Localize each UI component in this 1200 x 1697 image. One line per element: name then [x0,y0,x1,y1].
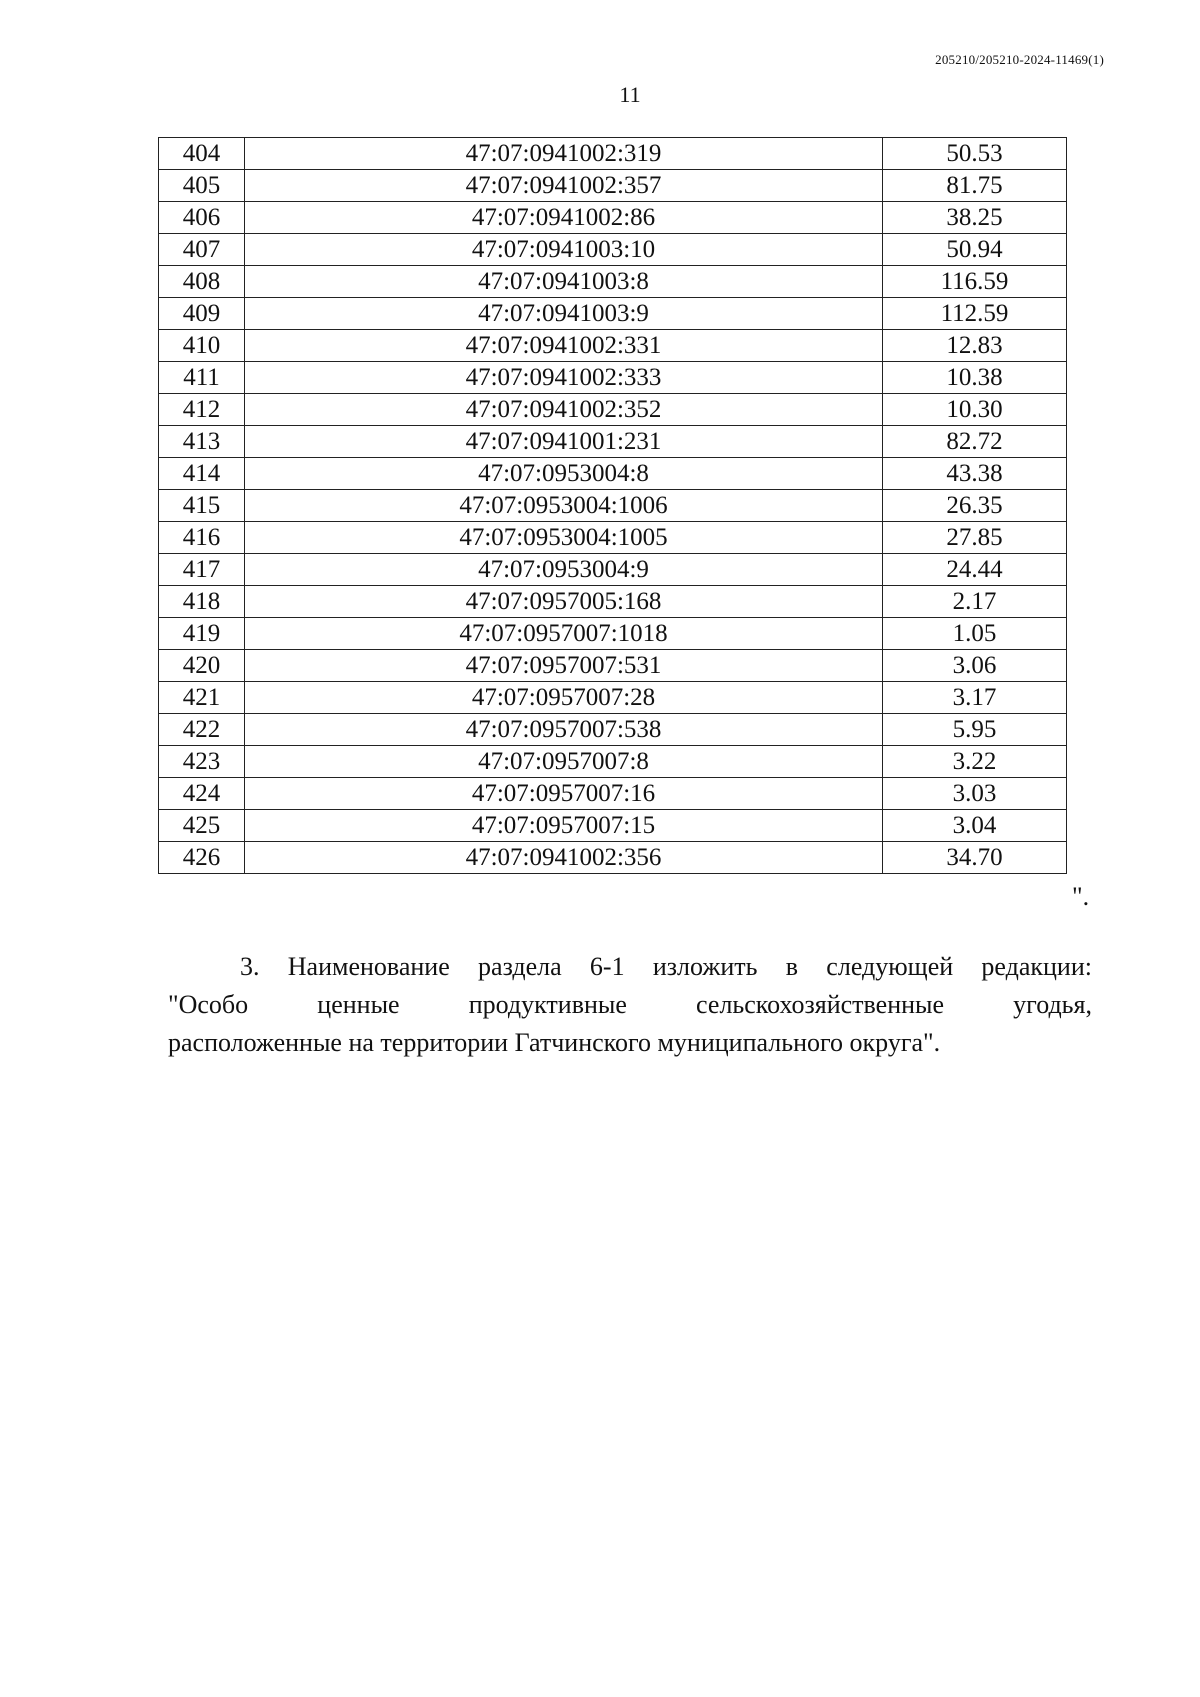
row-number-cell: 405 [159,170,245,202]
cadastral-number-cell: 47:07:0957007:1018 [245,618,883,650]
area-cell: 116.59 [883,266,1067,298]
cadastral-number-cell: 47:07:0953004:9 [245,554,883,586]
table-row [159,170,1067,202]
cadastral-number-cell: 47:07:0941002:333 [245,362,883,394]
cadastral-number-cell: 47:07:0941002:356 [245,842,883,874]
area-cell: 34.70 [883,842,1067,874]
area-cell: 10.38 [883,362,1067,394]
row-number-cell: 426 [159,842,245,874]
table-row [159,810,1067,842]
land-plots-table-container [158,137,1067,874]
cadastral-number-cell: 47:07:0953004:8 [245,458,883,490]
row-number-cell: 408 [159,266,245,298]
table-row [159,618,1067,650]
row-number-cell: 411 [159,362,245,394]
area-cell: 24.44 [883,554,1067,586]
row-number-cell: 424 [159,778,245,810]
table-row [159,234,1067,266]
row-number-cell: 413 [159,426,245,458]
document-code: 205210/205210-2024-11469(1) [935,52,1104,67]
cadastral-number-cell: 47:07:0957007:538 [245,714,883,746]
paragraph-line: "Особо ценные продуктивные сельскохозяйственные угодья, [168,990,1092,1019]
area-cell: 5.95 [883,714,1067,746]
table-row [159,426,1067,458]
area-cell: 1.05 [883,618,1067,650]
row-number-cell: 416 [159,522,245,554]
row-number-cell: 417 [159,554,245,586]
paragraph-line: 3. Наименование раздела 6-1 изложить в следующей редакции: [240,952,1092,981]
table-body [159,138,1067,874]
cadastral-number-cell: 47:07:0953004:1005 [245,522,883,554]
cadastral-number-cell: 47:07:0941003:10 [245,234,883,266]
table-row [159,394,1067,426]
table-row [159,330,1067,362]
row-number-cell: 415 [159,490,245,522]
row-number-cell: 407 [159,234,245,266]
area-cell: 2.17 [883,586,1067,618]
row-number-cell: 406 [159,202,245,234]
row-number-cell: 420 [159,650,245,682]
area-cell: 3.22 [883,746,1067,778]
cadastral-number-cell: 47:07:0957007:531 [245,650,883,682]
cadastral-number-cell: 47:07:0941003:8 [245,266,883,298]
table-row [159,714,1067,746]
area-cell: 82.72 [883,426,1067,458]
cadastral-number-cell: 47:07:0957005:168 [245,586,883,618]
cadastral-number-cell: 47:07:0941002:319 [245,138,883,170]
area-cell: 3.03 [883,778,1067,810]
table-row [159,298,1067,330]
area-cell: 3.04 [883,810,1067,842]
row-number-cell: 423 [159,746,245,778]
area-cell: 10.30 [883,394,1067,426]
table-row [159,490,1067,522]
row-number-cell: 419 [159,618,245,650]
row-number-cell: 421 [159,682,245,714]
table-row [159,682,1067,714]
table-row [159,842,1067,874]
area-cell: 3.06 [883,650,1067,682]
cadastral-number-cell: 47:07:0957007:16 [245,778,883,810]
area-cell: 3.17 [883,682,1067,714]
page-number: 11 [619,82,641,107]
row-number-cell: 422 [159,714,245,746]
closing-quote: ". [1072,882,1090,911]
area-cell: 27.85 [883,522,1067,554]
row-number-cell: 410 [159,330,245,362]
table-row [159,138,1067,170]
area-cell: 12.83 [883,330,1067,362]
table-row [159,554,1067,586]
cadastral-number-cell: 47:07:0957007:8 [245,746,883,778]
cadastral-number-cell: 47:07:0957007:15 [245,810,883,842]
paragraph-line: расположенные на территории Гатчинского муниципального округа". [168,1028,941,1057]
row-number-cell: 404 [159,138,245,170]
table-row [159,650,1067,682]
cadastral-number-cell: 47:07:0941002:331 [245,330,883,362]
table-row [159,362,1067,394]
area-cell: 43.38 [883,458,1067,490]
table-row [159,266,1067,298]
cadastral-number-cell: 47:07:0941002:357 [245,170,883,202]
cadastral-number-cell: 47:07:0953004:1006 [245,490,883,522]
area-cell: 38.25 [883,202,1067,234]
row-number-cell: 418 [159,586,245,618]
amendment-paragraph [168,948,1092,1062]
cadastral-number-cell: 47:07:0941002:86 [245,202,883,234]
table-row [159,746,1067,778]
table-row [159,202,1067,234]
cadastral-number-cell: 47:07:0957007:28 [245,682,883,714]
cadastral-number-cell: 47:07:0941002:352 [245,394,883,426]
area-cell: 112.59 [883,298,1067,330]
row-number-cell: 414 [159,458,245,490]
area-cell: 81.75 [883,170,1067,202]
cadastral-number-cell: 47:07:0941001:231 [245,426,883,458]
table-row [159,778,1067,810]
table-row [159,586,1067,618]
area-cell: 50.94 [883,234,1067,266]
land-plots-table [158,137,1067,874]
row-number-cell: 412 [159,394,245,426]
area-cell: 26.35 [883,490,1067,522]
row-number-cell: 409 [159,298,245,330]
row-number-cell: 425 [159,810,245,842]
cadastral-number-cell: 47:07:0941003:9 [245,298,883,330]
table-row [159,522,1067,554]
table-row [159,458,1067,490]
area-cell: 50.53 [883,138,1067,170]
